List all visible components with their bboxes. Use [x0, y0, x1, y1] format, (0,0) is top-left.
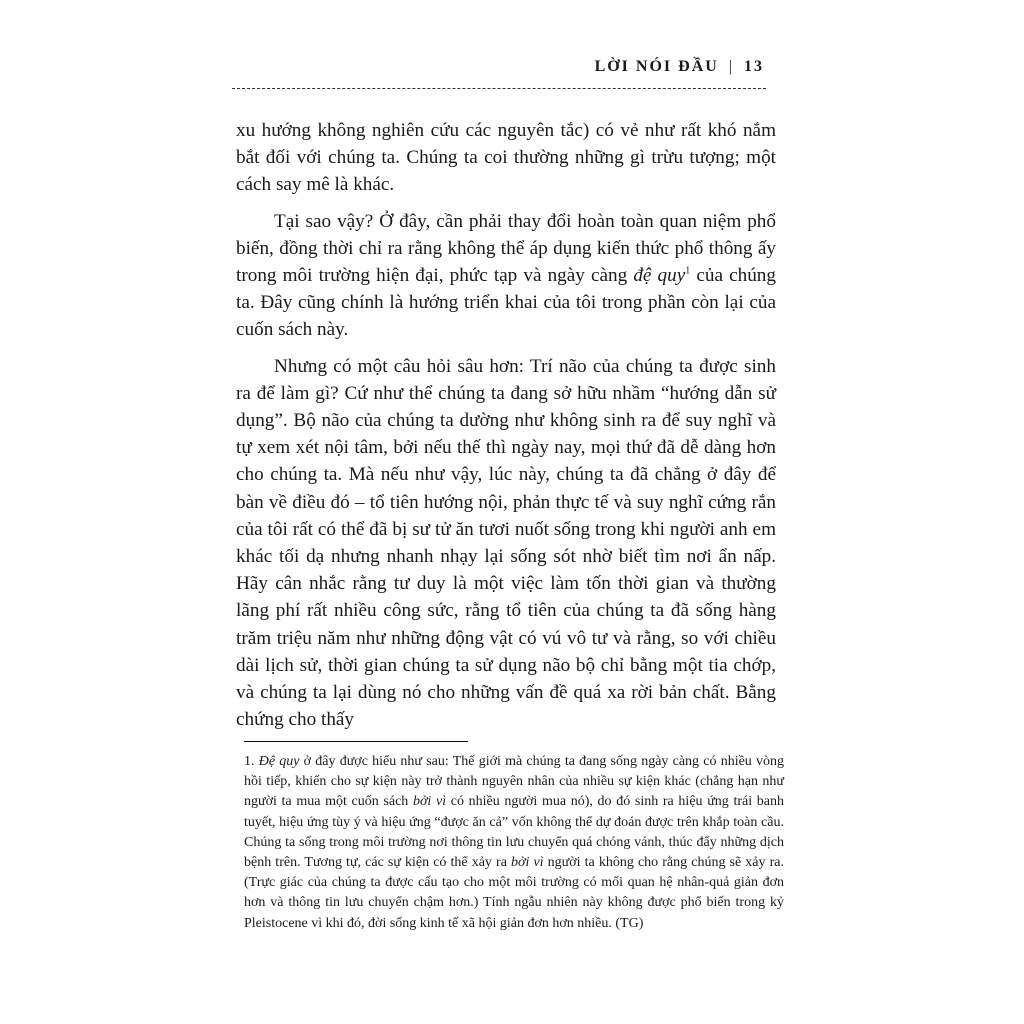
footnote-emphasis-1: bởi vì [412, 794, 447, 810]
chapter-title: LỜI NÓI ĐẦU [594, 58, 719, 75]
footnote-text-3: người ta không cho rằng chúng sẽ xảy ra. (Trực giác của chúng ta được cấu tạo cho một môi trường có mối quan hệ nhân-quả giản đơn hơn và thông tin lưu chuyển chậm hơn.) Tính ngẫu nhiên này không được phổ biến trong kỷ Pleistocene vì khi đó, đời sống kinh tế xã hội giản đơn hơn nhiều. (TG) [244, 855, 784, 931]
running-header [232, 58, 764, 76]
paragraph-2-text-b: của chúng ta. Đây cũng chính là hướng triển khai của tôi trong phần còn lại của cuốn sách này. [236, 265, 776, 341]
footnote-text-2: có nhiều người mua nó), do đó sinh ra hiệu ứng trái banh tuyết, hiệu ứng tùy ý và hiệu ứng “được ăn cả” vốn không thể dự đoán được trên khắp toàn cầu. Chúng ta sống trong môi trường nơi thông tin lưu chuyển quá chóng vánh, thúc đẩy những dịch bệnh trên. Tương tự, các sự kiện có thể xảy ra [244, 794, 784, 871]
paragraph-3: Nhưng có một câu hỏi sâu hơn: Trí não của chúng ta được sinh ra để làm gì? Cứ như thể chúng ta đang sở hữu nhầm “hướng dẫn sử dụng”. Bộ não của chúng ta dường như không sinh ra để suy nghĩ và tự xem xét nội tâm, bởi nếu thế thì ngày nay, mọi thứ đã dễ dàng hơn cho chúng ta. Mà nếu như vậy, lúc này, chúng ta đã chẳng ở đây để bàn về điều đó – tổ tiên hướng nội, phản thực tế và suy nghĩ cứng rắn của tôi rất có thể đã bị sư tử ăn tươi nuốt sống trong khi người anh em khác tối dạ nhưng nhanh nhạy lại sống sót nhờ biết tìm nơi ẩn nấp. Hãy cân nhắc rằng tư duy là một việc làm tốn thời gian và thường lãng phí rất nhiều công sức, rằng tổ tiên của chúng ta đã sống hàng trăm triệu năm như những động vật có vú vô tư và rằng, so với chiều dài lịch sử, thời gian chúng ta sử dụng não bộ chỉ bằng một tia chớp, và chúng ta lại dùng nó cho những vấn đề quá xa rời bản chất. Bằng chứng cho thấy [236, 355, 776, 731]
paragraph-2 [236, 208, 776, 344]
paragraph-2-text-a: Tại sao vậy? Ở đây, cần phải thay đổi hoàn toàn quan niệm phổ biến, đồng thời chỉ ra rằng không thể áp dụng kiến thức phổ thông ấy trong môi trường hiện đại, phức tạp và ngày càng [236, 210, 776, 287]
emphasis-de-quy: đệ quy [633, 265, 686, 287]
footnote-number: 1. [244, 754, 255, 769]
footnote-term: Đệ quy [258, 754, 300, 769]
footnote-text-1: ở đây được hiểu như sau: Thế giới mà chúng ta đang sống ngày càng có nhiều vòng hồi tiếp, khiến cho sự kiện này trở thành nguyên nhân của nhiều sự kiện khác (chẳng hạn như người ta mua một cuốn sách [244, 754, 784, 810]
page-number: 13 [744, 58, 764, 75]
header-separator: | [728, 58, 734, 75]
footnote-rule [244, 741, 468, 742]
main-text [236, 117, 776, 733]
footnote-emphasis-2: bởi vì [511, 855, 544, 871]
header-dashed-rule [232, 88, 766, 89]
paragraph-1: xu hướng không nghiên cứu các nguyên tắc) có vẻ như rất khó nắm bắt đối với chúng ta. Chúng ta coi thường những gì trừu tượng; một cách say mê là khác. [236, 120, 776, 196]
footnote-marker[interactable]: 1 [685, 265, 691, 277]
footnote-1 [244, 752, 784, 934]
